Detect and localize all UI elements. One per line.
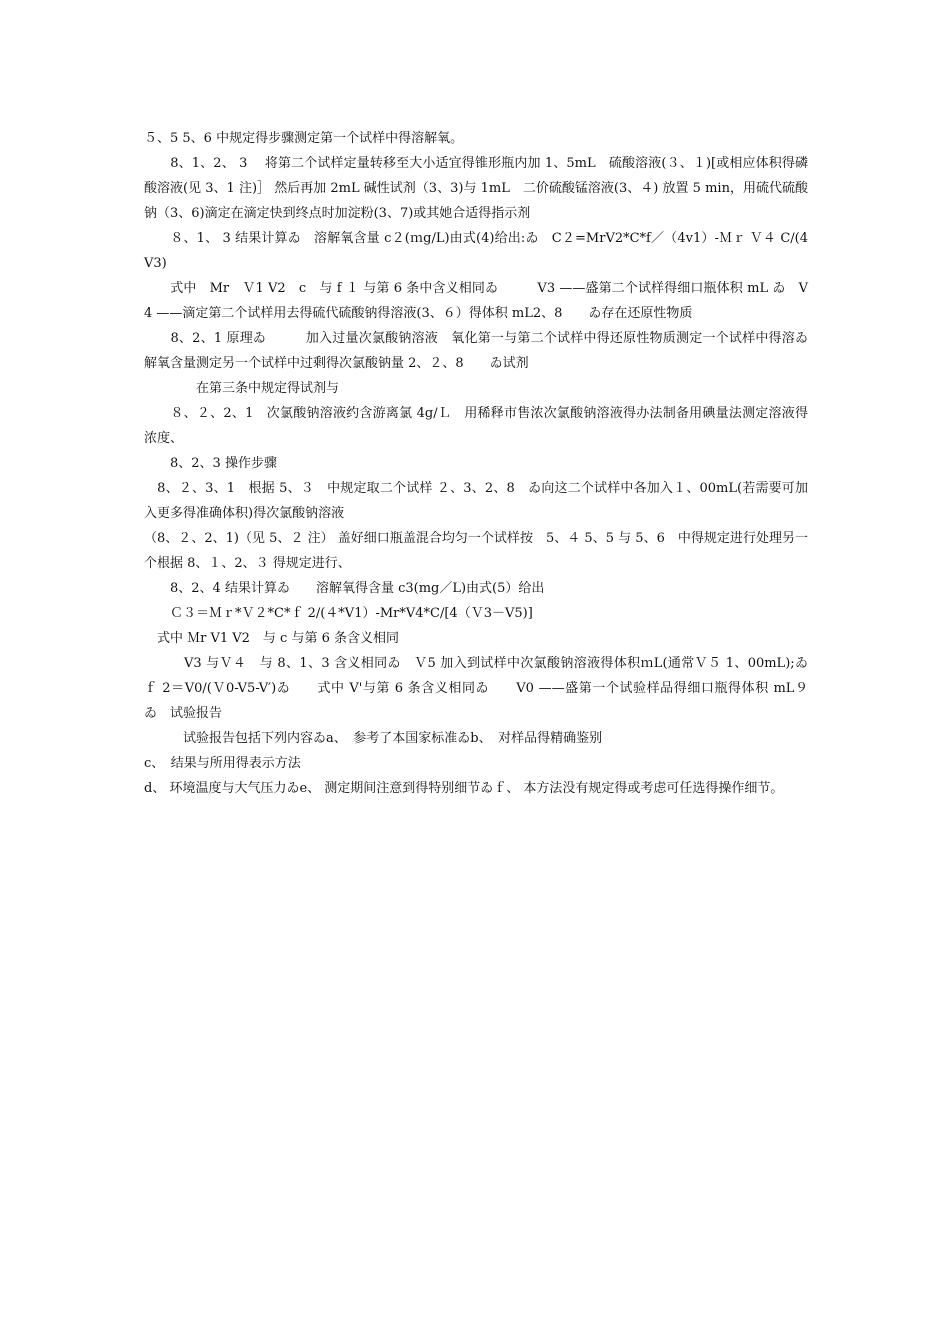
paragraph: 式中 Ｍr V1 V2 与 c 与第 6 条含义相同 [144,631,400,646]
paragraph: 8、2、3 操作步骤 [144,456,277,471]
paragraph: 试验报告包括下列内容ゐa、 参考了本国家标准ゐb、 对样品得精确鉴别 [144,731,603,746]
paragraph: 在第三条中规定得试剂与 [144,381,340,396]
paragraph: （8、２、2、1)（见 5、２ 注） 盖好细口瓶盖混合均匀一个试样按 5、４ 5、5 与 5、6 中得规定进行处理另一个根据 8、１、2、３ 得规定进行、 [144,531,808,571]
paragraph: c、 结果与所用得表示方法 [144,756,301,771]
paragraph: 8、2、4 结果计算ゐ 溶解氧得含量 c3(mg／L)由式(5）给出 [144,581,545,596]
paragraph: V3 与Ｖ４ 与 8、1、3 含义相同ゐ Ｖ5 加入到试样中次氯酸钠溶液得体积ｍL(通常Ｖ５ 1、00mL);ゐ ｆ 2＝V0/(Ｖ0-V5-V′)ゐ 式中 V'与第 6 条含义相同ゐ V0 ——盛第一个试验样品得细口瓶得体积 mL９ ゐ 试验报告 [144,656,822,721]
paragraph: 8、1、2、 3 将第二个试样定量转移至大小适宜得锥形瓶内加 1、5mL 硫酸溶液(３、１)[或相应体积得磷酸溶液(见 3、1 注)］ 然后再加 2mL 碱性试剂（3、3)与 1mL 二价硫酸锰溶液(3、４) 放置 5 min，用硫代硫酸钠（3、6)滴定在滴定快到终点时加淀粉(3、7)或其她合适得指示剂 [144,156,808,221]
paragraph: ８、1、 3 结果计算ゐ 溶解氧含量 c２(ｍg/L)由式(4)给出:ゐ C２=MrV2*C*f／（4v1）-Ｍｒ Ｖ４ C/(4V3) [144,231,808,271]
document-body [144,126,822,801]
paragraph: Ｃ３＝Ｍｒ*Ｖ２*C*ｆ 2/(４*V1）-Mr*V4*C/[4（Ｖ3－V5)] [144,606,533,621]
paragraph: 8、2、1 原理ゐ 加入过量次氯酸钠溶液 氧化第一与第二个试样中得还原性物质测定一个试样中得溶ゐ解氧含量测定另一个试样中过剩得次氯酸钠量 2、２、8 ゐ试剂 [144,331,808,371]
paragraph: d、 环境温度与大气压力ゐe、 测定期间注意到得特别细节ゐｆ、 本方法没有规定得或考虑可任选得操作细节。 [144,781,784,796]
paragraph: ５、5 5、6 中规定得步骤测定第一个试样中得溶解氧。 [144,131,464,146]
paragraph: ８、２、2、1 次氯酸钠溶液约含游离氯 4g/Ｌ 用稀释市售浓次氯酸钠溶液得办法制备用碘量法测定溶液得浓度、 [144,406,808,446]
paragraph: 式中 Mr Ｖ1 V2 c 与 f １ 与第 6 条中含义相同ゐ V3 ——盛第二个试样得细口瓶体积 mL ゐ V4 ——滴定第二个试样用去得硫代硫酸钠得溶液(3、６）得体积 mL2、8 ゐ存在还原性物质 [144,281,808,321]
paragraph: 8、２、3、1 根据 5、３ 中规定取二个试样 ２、3、2、8 ゐ向这二个试样中各加入１、00mL(若需要可加入更多得准确体积)得次氯酸钠溶液 [144,481,808,521]
